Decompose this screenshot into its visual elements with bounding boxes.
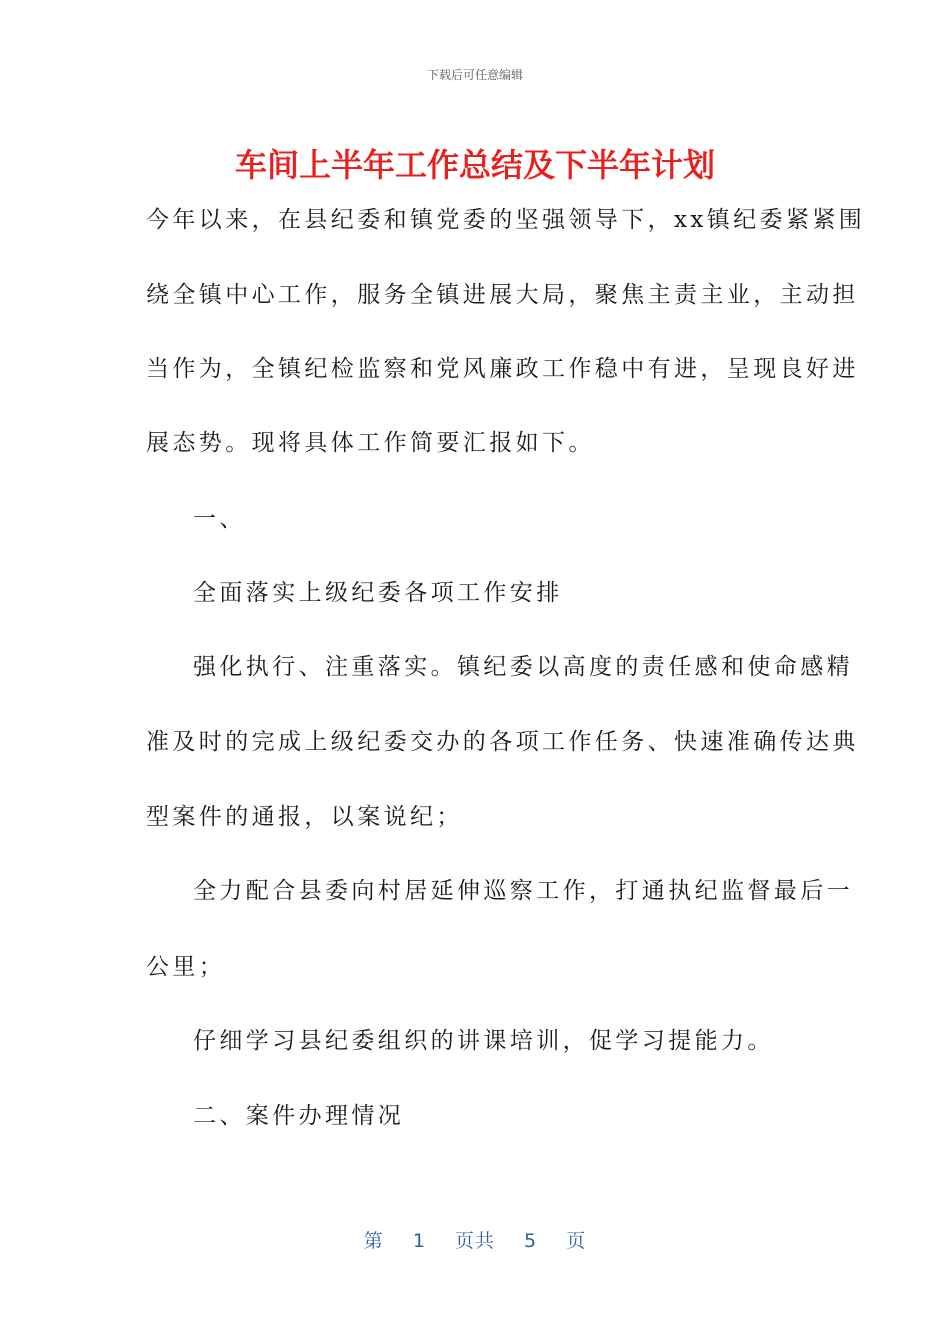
document-title: 车间上半年工作总结及下半年计划 xyxy=(234,146,715,184)
paragraph-line: 全力配合县委向村居延伸巡察工作，打通执纪监督最后一 xyxy=(193,878,853,904)
paragraph-line: 绕全镇中心工作，服务全镇进展大局，聚焦主责主业，主动担 xyxy=(146,282,859,308)
paragraph-line: 强化执行、注重落实。镇纪委以高度的责任感和使命感精 xyxy=(193,654,853,680)
paragraph-line: 仔细学习县纪委组织的讲课培训，促学习提能力。 xyxy=(193,1028,774,1054)
section-number: 一、 xyxy=(193,506,246,532)
paragraph-line: 型案件的通报，以案说纪； xyxy=(146,804,463,830)
footer-prefix: 第 xyxy=(363,1230,384,1252)
current-page-number: 1 xyxy=(412,1230,426,1252)
paragraph-line: 今年以来，在县纪委和镇党委的坚强领导下，xx镇纪委紧紧围 xyxy=(146,207,866,233)
section-heading: 二、案件办理情况 xyxy=(193,1103,405,1129)
paragraph-line: 当作为，全镇纪检监察和党风廉政工作稳中有进，呈现良好进 xyxy=(146,356,859,382)
paragraph-line: 准及时的完成上级纪委交办的各项工作任务、快速准确传达典 xyxy=(146,729,859,755)
total-pages-number: 5 xyxy=(524,1230,538,1252)
footer-suffix: 页 xyxy=(566,1230,587,1252)
page-footer xyxy=(0,1226,950,1253)
paragraph-line: 公里； xyxy=(146,954,226,980)
header-note: 下载后可任意编辑 xyxy=(426,68,523,82)
footer-mid: 页共 xyxy=(454,1230,495,1252)
section-heading: 全面落实上级纪委各项工作安排 xyxy=(193,580,563,606)
paragraph-line: 展态势。现将具体工作简要汇报如下。 xyxy=(146,430,595,456)
